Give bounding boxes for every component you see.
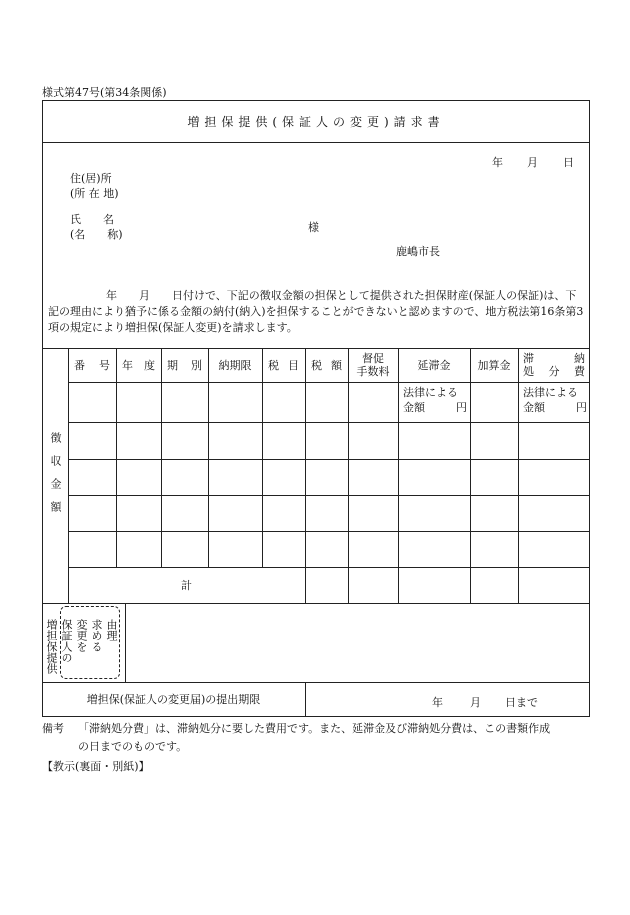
deadline-until: 日まで — [505, 696, 538, 709]
total-label: 計 — [181, 578, 192, 592]
header-disposition-char-5: 費 — [574, 365, 585, 378]
table-side-label: 徴収金額 — [49, 432, 62, 524]
deadline-month: 月 — [470, 696, 481, 709]
body-text: 年 月 日付けで、下記の徴収金額の担保として提供された担保財産(保証人の保証)は、下記の理由により猶予に係る金額の納付(納入)を担保することができないと認めますので、地方税法第16条第3項の規定により増担保(保証人変更)を請求します。 — [48, 289, 584, 334]
disposition-legal-note — [523, 385, 587, 415]
address-label: 住(居)所 — [70, 172, 112, 185]
delinquency-legal-note-line-1: 法律による — [403, 386, 458, 399]
honorific: 様 — [308, 221, 319, 234]
header-period-char-2: 別 — [191, 358, 202, 372]
form-title: 増担保提供(保証人の変更)請求書 — [187, 114, 445, 129]
date-month: 月 — [527, 156, 538, 169]
form-number: 様式第47号(第34条関係) — [42, 86, 167, 99]
remarks-label: 備考 — [42, 722, 64, 735]
row-line-1 — [68, 382, 590, 383]
reason-label-col-3: 変更を — [75, 619, 88, 652]
delinquency-legal-note-yen: 円 — [456, 401, 467, 414]
header-number-char-1: 番 — [74, 358, 85, 372]
deadline-divider — [305, 682, 306, 717]
col-line-5 — [305, 348, 306, 603]
header-tax-item — [262, 348, 305, 382]
header-number-char-2: 号 — [99, 358, 110, 372]
header-disposition-char-2: 納 — [574, 352, 585, 365]
name-label-alt: (名 称) — [70, 228, 123, 241]
issuer: 鹿嶋市長 — [396, 245, 440, 258]
reason-label-col-2: 保証人の — [60, 619, 73, 663]
header-reminder-fee-line-2: 手数料 — [356, 365, 390, 378]
disposition-legal-note-line-1: 法律による — [523, 386, 578, 399]
row-line-2 — [68, 422, 590, 423]
header-fiscal-year-char-2: 度 — [144, 358, 155, 372]
header-tax-amount-char-2: 額 — [331, 358, 342, 372]
reason-label-col-1: 増担保提供 — [45, 619, 58, 674]
header-delinquency-charge: 延滞金 — [417, 358, 451, 372]
remarks-line-1: 「滞納処分費」は、滞納処分に要した費用です。また、延滞金及び滞納処分費は、この書類作成 — [78, 722, 551, 735]
date-day: 日 — [563, 156, 574, 169]
header-number — [68, 348, 116, 382]
disposition-legal-note-yen: 円 — [576, 401, 587, 414]
delinquency-legal-note — [403, 385, 467, 415]
header-reminder-fee — [348, 348, 398, 382]
reason-label-col-4: 求める — [90, 619, 103, 652]
deadline-label: 増担保(保証人の変更届)の提出期限 — [86, 693, 261, 706]
row-line-4 — [68, 495, 590, 496]
col-line-6 — [348, 348, 349, 603]
address-label-alt: (所 在 地) — [70, 187, 119, 200]
header-period-char-1: 期 — [167, 358, 178, 372]
header-additional-tax: 加算金 — [477, 358, 511, 372]
header-period — [161, 348, 208, 382]
reason-label-col-5: 由理 — [105, 619, 118, 641]
deadline-year: 年 — [432, 696, 443, 709]
header-due-date: 納期限 — [218, 358, 252, 372]
delinquency-legal-note-amount: 金額 — [403, 401, 425, 414]
header-reminder-fee-line-1: 督促 — [362, 352, 384, 365]
header-disposition-cost — [518, 348, 590, 382]
remarks-line-2: の日までのものです。 — [78, 740, 188, 753]
table-side-divider — [68, 348, 69, 603]
col-line-9 — [518, 348, 519, 603]
date-year: 年 — [492, 156, 503, 169]
row-line-3 — [68, 459, 590, 460]
header-disposition-char-1: 滞 — [523, 352, 534, 365]
reason-divider-vertical — [125, 603, 126, 682]
disposition-legal-note-amount: 金額 — [523, 401, 545, 414]
instruction-note: 【教示(裏面・別紙)】 — [42, 760, 150, 773]
header-disposition-char-3: 処 — [523, 365, 534, 378]
header-tax-item-char-1: 税 — [268, 358, 279, 372]
name-label: 氏 名 — [70, 213, 114, 226]
header-disposition-char-4: 分 — [548, 365, 560, 378]
title-divider — [42, 142, 590, 143]
header-tax-amount — [305, 348, 348, 382]
header-tax-item-char-2: 目 — [288, 358, 299, 372]
col-line-7 — [398, 348, 399, 603]
header-fiscal-year-char-1: 年 — [122, 358, 133, 372]
header-tax-amount-char-1: 税 — [311, 358, 322, 372]
row-line-5 — [68, 531, 590, 532]
col-line-8 — [470, 348, 471, 603]
header-fiscal-year — [116, 348, 161, 382]
